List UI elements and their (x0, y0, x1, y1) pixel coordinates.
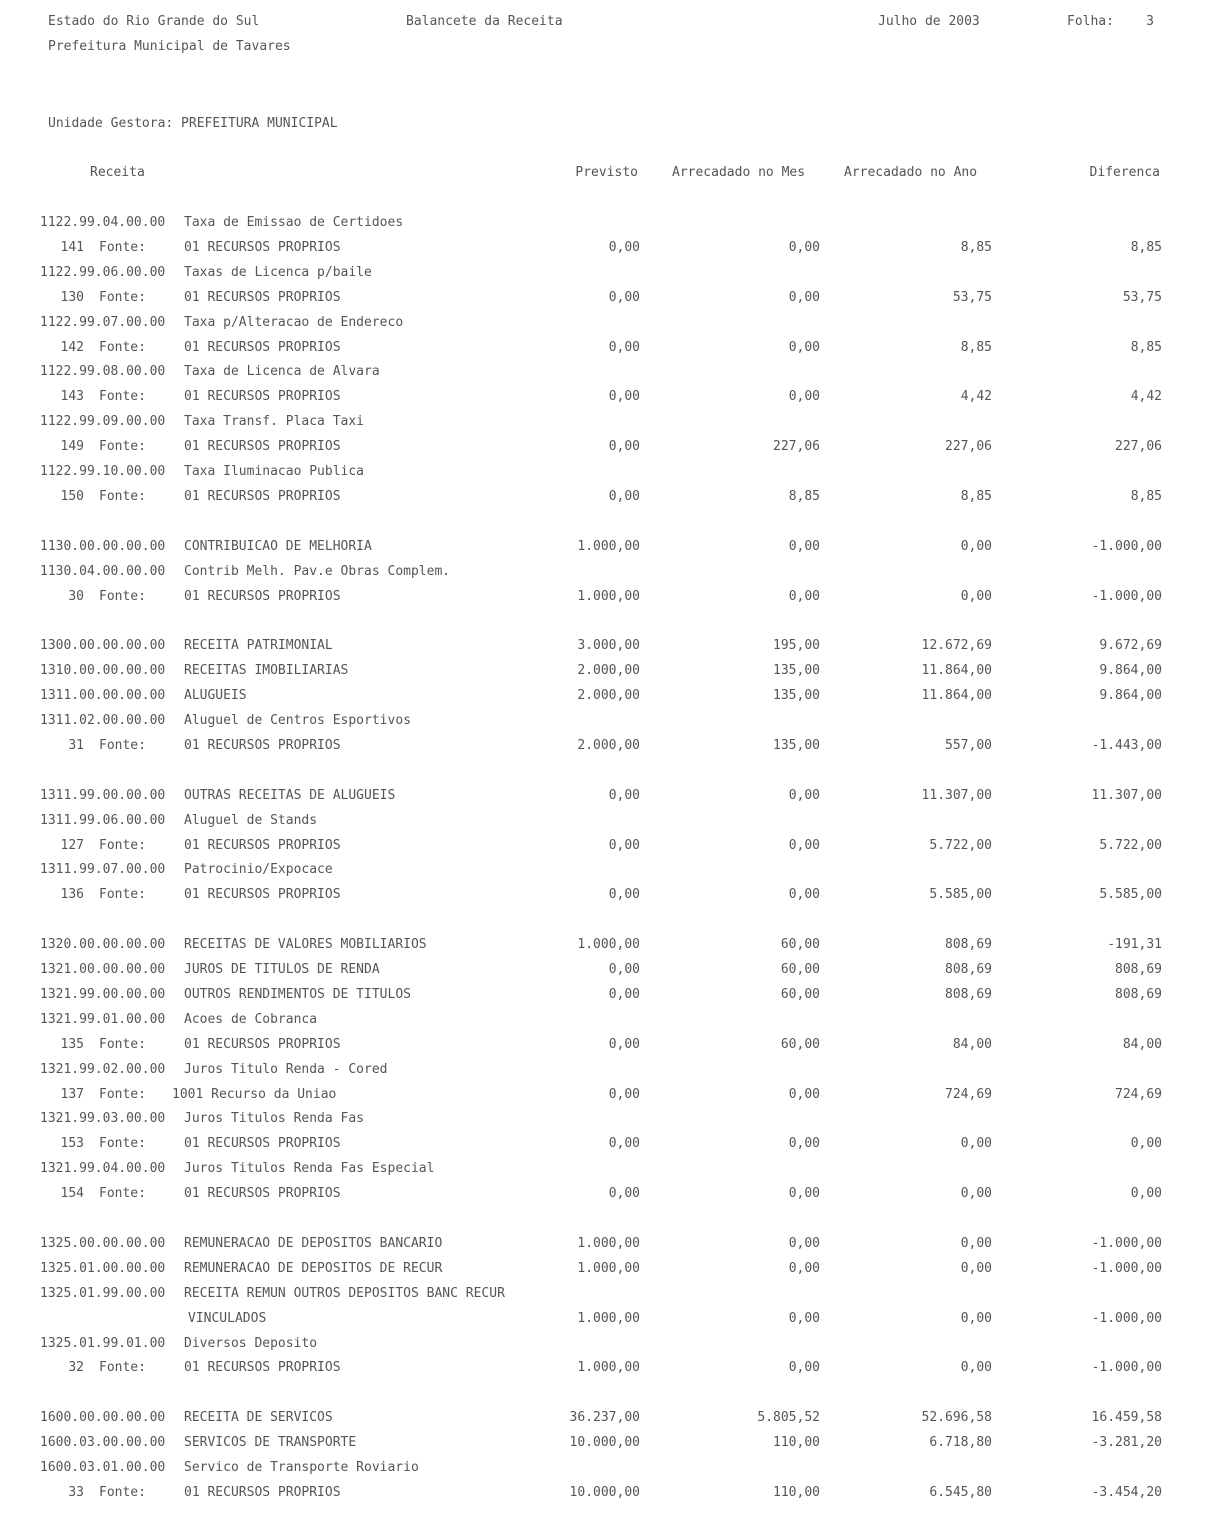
arrecadado-ano-value: 11.307,00 (921, 788, 992, 803)
fonte-label: Fonte: (99, 1186, 146, 1201)
previsto-value: 3.000,00 (577, 638, 640, 653)
arrecadado-mes-value: 0,00 (788, 240, 820, 255)
fonte-description: 01 RECURSOS PROPRIOS (184, 1136, 341, 1151)
account-row (0, 1286, 1212, 1304)
account-description-continued: VINCULADOS (188, 1311, 267, 1326)
account-row (0, 862, 1212, 880)
sheet-number: 3 (1146, 14, 1154, 29)
previsto-value: 0,00 (608, 489, 640, 504)
fonte-number: 33 (68, 1485, 84, 1500)
account-code: 1321.99.04.00.00 (40, 1161, 166, 1176)
fonte-label: Fonte: (99, 290, 146, 305)
previsto-value: 0,00 (608, 240, 640, 255)
diferenca-value: 8,85 (1130, 489, 1162, 504)
diferenca-value: 11.307,00 (1091, 788, 1162, 803)
previsto-value: 0,00 (608, 887, 640, 902)
account-row (0, 564, 1212, 582)
arrecadado-mes-value: 0,00 (788, 1236, 820, 1251)
arrecadado-ano-value: 808,69 (945, 987, 992, 1002)
fonte-description: 01 RECURSOS PROPRIOS (184, 1360, 341, 1375)
account-description: CONTRIBUICAO DE MELHORIA (184, 539, 372, 554)
arrecadado-ano-value: 52.696,58 (921, 1410, 992, 1425)
fonte-row (0, 340, 1212, 358)
previsto-value: 0,00 (608, 1037, 640, 1052)
report-title: Balancete da Receita (406, 14, 563, 29)
arrecadado-mes-value: 0,00 (788, 1261, 820, 1276)
arrecadado-mes-value: 0,00 (788, 838, 820, 853)
account-row (0, 265, 1212, 283)
diferenca-value: -3.281,20 (1091, 1435, 1162, 1450)
account-description: RECEITAS IMOBILIARIAS (184, 663, 349, 678)
account-code: 1325.01.99.01.00 (40, 1336, 166, 1351)
fonte-number: 127 (60, 838, 84, 853)
account-row (0, 1062, 1212, 1080)
arrecadado-ano-value: 0,00 (960, 539, 992, 554)
diferenca-value: 0,00 (1130, 1136, 1162, 1151)
fonte-number: 149 (60, 439, 84, 454)
account-row (0, 1311, 1212, 1329)
fonte-description: 01 RECURSOS PROPRIOS (184, 389, 341, 404)
account-row (0, 937, 1212, 955)
arrecadado-mes-value: 60,00 (780, 1037, 820, 1052)
fonte-row (0, 1037, 1212, 1055)
fonte-row (0, 1136, 1212, 1154)
diferenca-value: 5.722,00 (1099, 838, 1162, 853)
previsto-value: 0,00 (608, 290, 640, 305)
account-code: 1600.03.00.00.00 (40, 1435, 166, 1450)
account-description: RECEITAS DE VALORES MOBILIARIOS (184, 937, 427, 952)
account-row (0, 788, 1212, 806)
fonte-label: Fonte: (99, 389, 146, 404)
diferenca-value: 8,85 (1130, 240, 1162, 255)
previsto-value: 1.000,00 (577, 1261, 640, 1276)
diferenca-value: 53,75 (1122, 290, 1162, 305)
previsto-value: 1.000,00 (577, 1236, 640, 1251)
account-row (0, 1410, 1212, 1428)
account-code: 1122.99.06.00.00 (40, 265, 166, 280)
account-description: Patrocinio/Expocace (184, 862, 333, 877)
previsto-value: 0,00 (608, 439, 640, 454)
fonte-label: Fonte: (99, 1485, 146, 1500)
account-row (0, 414, 1212, 432)
diferenca-value: 808,69 (1115, 962, 1162, 977)
account-code: 1130.00.00.00.00 (40, 539, 166, 554)
arrecadado-ano-value: 4,42 (960, 389, 992, 404)
arrecadado-ano-value: 8,85 (960, 240, 992, 255)
previsto-value: 2.000,00 (577, 738, 640, 753)
previsto-value: 1.000,00 (577, 1360, 640, 1375)
account-row (0, 1012, 1212, 1030)
fonte-description: 01 RECURSOS PROPRIOS (184, 589, 341, 604)
arrecadado-mes-value: 60,00 (780, 937, 820, 952)
account-description: Diversos Deposito (184, 1336, 318, 1351)
fonte-description: 01 RECURSOS PROPRIOS (184, 1037, 341, 1052)
arrecadado-mes-value: 5.805,52 (757, 1410, 820, 1425)
arrecadado-mes-value: 0,00 (788, 1136, 820, 1151)
arrecadado-mes-value: 60,00 (780, 962, 820, 977)
arrecadado-ano-value: 53,75 (952, 290, 992, 305)
previsto-value: 36.237,00 (569, 1410, 640, 1425)
fonte-row (0, 838, 1212, 856)
arrecadado-mes-value: 110,00 (773, 1435, 820, 1450)
arrecadado-ano-value: 0,00 (960, 1311, 992, 1326)
report-period: Julho de 2003 (878, 14, 980, 29)
account-description: Juros Titulos Renda Fas Especial (184, 1161, 435, 1176)
account-code: 1311.00.00.00.00 (40, 688, 166, 703)
sheet-label: Folha: (1067, 14, 1114, 29)
account-row (0, 1236, 1212, 1254)
account-code: 1300.00.00.00.00 (40, 638, 166, 653)
diferenca-value: 9.672,69 (1099, 638, 1162, 653)
previsto-value: 0,00 (608, 340, 640, 355)
arrecadado-ano-value: 6.545,80 (929, 1485, 992, 1500)
account-code: 1311.99.00.00.00 (40, 788, 166, 803)
fonte-description: 1001 Recurso da Uniao (172, 1087, 337, 1102)
arrecadado-ano-value: 0,00 (960, 1236, 992, 1251)
fonte-description: 01 RECURSOS PROPRIOS (184, 838, 341, 853)
fonte-number: 30 (68, 589, 84, 604)
previsto-value: 10.000,00 (569, 1485, 640, 1500)
account-code: 1122.99.09.00.00 (40, 414, 166, 429)
fonte-number: 153 (60, 1136, 84, 1151)
account-description: Taxa p/Alteracao de Endereco (184, 315, 404, 330)
arrecadado-ano-value: 11.864,00 (921, 663, 992, 678)
account-description: Taxa de Licenca de Alvara (184, 364, 380, 379)
fonte-label: Fonte: (99, 838, 146, 853)
municipality-name: Prefeitura Municipal de Tavares (48, 39, 291, 54)
arrecadado-mes-value: 0,00 (788, 788, 820, 803)
diferenca-value: -1.000,00 (1091, 1261, 1162, 1276)
arrecadado-ano-value: 724,69 (945, 1087, 992, 1102)
diferenca-value: 0,00 (1130, 1186, 1162, 1201)
arrecadado-mes-value: 60,00 (780, 987, 820, 1002)
arrecadado-ano-value: 12.672,69 (921, 638, 992, 653)
arrecadado-ano-value: 0,00 (960, 1136, 992, 1151)
fonte-number: 154 (60, 1186, 84, 1201)
account-description: RECEITA REMUN OUTROS DEPOSITOS BANC RECUR (184, 1286, 505, 1301)
arrecadado-mes-value: 0,00 (788, 589, 820, 604)
arrecadado-mes-value: 0,00 (788, 389, 820, 404)
arrecadado-mes-value: 135,00 (773, 738, 820, 753)
account-description: REMUNERACAO DE DEPOSITOS DE RECUR (184, 1261, 443, 1276)
account-description: Taxa Transf. Placa Taxi (184, 414, 365, 429)
account-row (0, 364, 1212, 382)
arrecadado-ano-value: 557,00 (945, 738, 992, 753)
fonte-number: 143 (60, 389, 84, 404)
account-code: 1122.99.08.00.00 (40, 364, 166, 379)
fonte-label: Fonte: (99, 738, 146, 753)
account-row (0, 638, 1212, 656)
previsto-value: 1.000,00 (577, 539, 640, 554)
column-header-arrecadado-mes: Arrecadado no Mes (672, 165, 806, 180)
fonte-row (0, 240, 1212, 258)
arrecadado-mes-value: 0,00 (788, 1311, 820, 1326)
account-row (0, 1161, 1212, 1179)
fonte-number: 137 (60, 1087, 84, 1102)
column-header-receita: Receita (90, 165, 145, 180)
account-code: 1325.00.00.00.00 (40, 1236, 166, 1251)
account-description: SERVICOS DE TRANSPORTE (184, 1435, 357, 1450)
account-code: 1321.99.01.00.00 (40, 1012, 166, 1027)
arrecadado-mes-value: 0,00 (788, 1360, 820, 1375)
account-row (0, 215, 1212, 233)
fonte-row (0, 439, 1212, 457)
account-code: 1600.00.00.00.00 (40, 1410, 166, 1425)
account-code: 1600.03.01.00.00 (40, 1460, 166, 1475)
account-description: REMUNERACAO DE DEPOSITOS BANCARIO (184, 1236, 443, 1251)
arrecadado-ano-value: 808,69 (945, 962, 992, 977)
column-header-diferenca: Diferenca (1089, 165, 1160, 180)
account-row (0, 1111, 1212, 1129)
state-name: Estado do Rio Grande do Sul (48, 14, 260, 29)
fonte-label: Fonte: (99, 1087, 146, 1102)
arrecadado-mes-value: 0,00 (788, 340, 820, 355)
fonte-number: 141 (60, 240, 84, 255)
diferenca-value: 808,69 (1115, 987, 1162, 1002)
account-code: 1321.99.03.00.00 (40, 1111, 166, 1126)
account-row (0, 688, 1212, 706)
arrecadado-ano-value: 5.585,00 (929, 887, 992, 902)
fonte-label: Fonte: (99, 1360, 146, 1375)
previsto-value: 0,00 (608, 962, 640, 977)
arrecadado-ano-value: 227,06 (945, 439, 992, 454)
account-row (0, 464, 1212, 482)
diferenca-value: 227,06 (1115, 439, 1162, 454)
account-row (0, 663, 1212, 681)
fonte-label: Fonte: (99, 489, 146, 504)
previsto-value: 1.000,00 (577, 937, 640, 952)
fonte-row (0, 1485, 1212, 1503)
previsto-value: 0,00 (608, 1087, 640, 1102)
account-code: 1320.00.00.00.00 (40, 937, 166, 952)
account-description: Aluguel de Stands (184, 813, 318, 828)
account-description: Servico de Transporte Roviario (184, 1460, 419, 1475)
fonte-label: Fonte: (99, 240, 146, 255)
fonte-description: 01 RECURSOS PROPRIOS (184, 489, 341, 504)
diferenca-value: -1.000,00 (1091, 1311, 1162, 1326)
previsto-value: 1.000,00 (577, 1311, 640, 1326)
management-unit: Unidade Gestora: PREFEITURA MUNICIPAL (48, 116, 338, 131)
account-code: 1122.99.10.00.00 (40, 464, 166, 479)
fonte-label: Fonte: (99, 887, 146, 902)
arrecadado-mes-value: 135,00 (773, 663, 820, 678)
account-description: Taxa de Emissao de Certidoes (184, 215, 404, 230)
arrecadado-ano-value: 0,00 (960, 1261, 992, 1276)
account-row (0, 987, 1212, 1005)
account-code: 1311.99.06.00.00 (40, 813, 166, 828)
diferenca-value: -1.000,00 (1091, 1360, 1162, 1375)
previsto-value: 2.000,00 (577, 688, 640, 703)
fonte-description: 01 RECURSOS PROPRIOS (184, 1485, 341, 1500)
fonte-row (0, 389, 1212, 407)
fonte-description: 01 RECURSOS PROPRIOS (184, 439, 341, 454)
diferenca-value: 9.864,00 (1099, 688, 1162, 703)
diferenca-value: -191,31 (1107, 937, 1162, 952)
column-header-previsto: Previsto (575, 165, 638, 180)
fonte-row (0, 1186, 1212, 1204)
account-description: Acoes de Cobranca (184, 1012, 318, 1027)
fonte-description: 01 RECURSOS PROPRIOS (184, 1186, 341, 1201)
diferenca-value: -1.443,00 (1091, 738, 1162, 753)
arrecadado-mes-value: 110,00 (773, 1485, 820, 1500)
previsto-value: 10.000,00 (569, 1435, 640, 1450)
arrecadado-ano-value: 808,69 (945, 937, 992, 952)
account-description: Aluguel de Centros Esportivos (184, 713, 411, 728)
fonte-number: 32 (68, 1360, 84, 1375)
arrecadado-mes-value: 0,00 (788, 1186, 820, 1201)
account-row (0, 713, 1212, 731)
fonte-row (0, 489, 1212, 507)
previsto-value: 0,00 (608, 788, 640, 803)
account-row (0, 1435, 1212, 1453)
diferenca-value: -1.000,00 (1091, 539, 1162, 554)
account-description: JUROS DE TITULOS DE RENDA (184, 962, 380, 977)
arrecadado-mes-value: 8,85 (788, 489, 820, 504)
previsto-value: 2.000,00 (577, 663, 640, 678)
fonte-row (0, 589, 1212, 607)
previsto-value: 1.000,00 (577, 589, 640, 604)
arrecadado-mes-value: 135,00 (773, 688, 820, 703)
previsto-value: 0,00 (608, 1186, 640, 1201)
account-description: OUTRAS RECEITAS DE ALUGUEIS (184, 788, 396, 803)
fonte-label: Fonte: (99, 589, 146, 604)
previsto-value: 0,00 (608, 987, 640, 1002)
fonte-description: 01 RECURSOS PROPRIOS (184, 738, 341, 753)
fonte-label: Fonte: (99, 1136, 146, 1151)
fonte-number: 150 (60, 489, 84, 504)
arrecadado-mes-value: 0,00 (788, 290, 820, 305)
account-row (0, 1460, 1212, 1478)
arrecadado-mes-value: 227,06 (773, 439, 820, 454)
arrecadado-mes-value: 0,00 (788, 1087, 820, 1102)
fonte-row (0, 290, 1212, 308)
arrecadado-mes-value: 0,00 (788, 539, 820, 554)
arrecadado-ano-value: 5.722,00 (929, 838, 992, 853)
account-description: Juros Titulo Renda - Cored (184, 1062, 388, 1077)
diferenca-value: -3.454,20 (1091, 1485, 1162, 1500)
fonte-description: 01 RECURSOS PROPRIOS (184, 340, 341, 355)
fonte-description: 01 RECURSOS PROPRIOS (184, 887, 341, 902)
account-row (0, 539, 1212, 557)
arrecadado-mes-value: 195,00 (773, 638, 820, 653)
account-description: Taxas de Licenca p/baile (184, 265, 372, 280)
account-row (0, 1336, 1212, 1354)
arrecadado-ano-value: 84,00 (952, 1037, 992, 1052)
fonte-label: Fonte: (99, 1037, 146, 1052)
fonte-row (0, 738, 1212, 756)
account-description: ALUGUEIS (184, 688, 247, 703)
fonte-description: 01 RECURSOS PROPRIOS (184, 240, 341, 255)
arrecadado-ano-value: 11.864,00 (921, 688, 992, 703)
account-row (0, 962, 1212, 980)
account-description: Contrib Melh. Pav.e Obras Complem. (184, 564, 451, 579)
account-code: 1321.99.02.00.00 (40, 1062, 166, 1077)
previsto-value: 0,00 (608, 838, 640, 853)
arrecadado-ano-value: 8,85 (960, 489, 992, 504)
account-code: 1325.01.99.00.00 (40, 1286, 166, 1301)
account-code: 1311.02.00.00.00 (40, 713, 166, 728)
column-header-arrecadado-ano: Arrecadado no Ano (844, 165, 978, 180)
diferenca-value: -1.000,00 (1091, 589, 1162, 604)
fonte-number: 136 (60, 887, 84, 902)
fonte-label: Fonte: (99, 340, 146, 355)
diferenca-value: 724,69 (1115, 1087, 1162, 1102)
fonte-number: 135 (60, 1037, 84, 1052)
account-code: 1130.04.00.00.00 (40, 564, 166, 579)
diferenca-value: 9.864,00 (1099, 663, 1162, 678)
account-code: 1122.99.04.00.00 (40, 215, 166, 230)
arrecadado-ano-value: 0,00 (960, 1360, 992, 1375)
diferenca-value: 84,00 (1122, 1037, 1162, 1052)
fonte-label: Fonte: (99, 439, 146, 454)
account-code: 1311.99.07.00.00 (40, 862, 166, 877)
fonte-number: 130 (60, 290, 84, 305)
diferenca-value: -1.000,00 (1091, 1236, 1162, 1251)
account-description: RECEITA PATRIMONIAL (184, 638, 333, 653)
account-code: 1122.99.07.00.00 (40, 315, 166, 330)
account-description: Taxa Iluminacao Publica (184, 464, 365, 479)
previsto-value: 0,00 (608, 1136, 640, 1151)
diferenca-value: 4,42 (1130, 389, 1162, 404)
diferenca-value: 16.459,58 (1091, 1410, 1162, 1425)
previsto-value: 0,00 (608, 389, 640, 404)
arrecadado-mes-value: 0,00 (788, 887, 820, 902)
account-code: 1325.01.00.00.00 (40, 1261, 166, 1276)
arrecadado-ano-value: 6.718,80 (929, 1435, 992, 1450)
account-row (0, 813, 1212, 831)
fonte-number: 142 (60, 340, 84, 355)
account-code: 1321.00.00.00.00 (40, 962, 166, 977)
account-row (0, 1261, 1212, 1279)
account-description: RECEITA DE SERVICOS (184, 1410, 333, 1425)
account-row (0, 315, 1212, 333)
diferenca-value: 5.585,00 (1099, 887, 1162, 902)
arrecadado-ano-value: 0,00 (960, 589, 992, 604)
account-code: 1321.99.00.00.00 (40, 987, 166, 1002)
account-description: Juros Titulos Renda Fas (184, 1111, 365, 1126)
arrecadado-ano-value: 0,00 (960, 1186, 992, 1201)
fonte-number: 31 (68, 738, 84, 753)
account-code: 1310.00.00.00.00 (40, 663, 166, 678)
account-description: OUTROS RENDIMENTOS DE TITULOS (184, 987, 411, 1002)
fonte-row (0, 1087, 1212, 1105)
fonte-row (0, 887, 1212, 905)
diferenca-value: 8,85 (1130, 340, 1162, 355)
arrecadado-ano-value: 8,85 (960, 340, 992, 355)
fonte-description: 01 RECURSOS PROPRIOS (184, 290, 341, 305)
fonte-row (0, 1360, 1212, 1378)
